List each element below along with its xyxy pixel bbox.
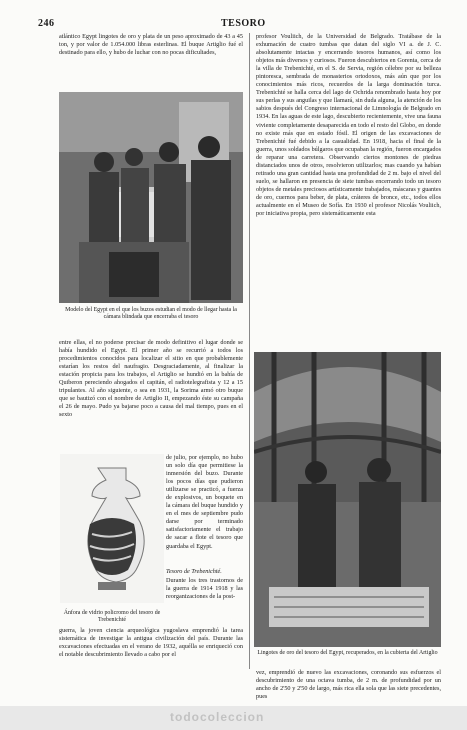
running-title: TESORO: [221, 18, 266, 29]
photo-glass-vase: [60, 454, 164, 603]
vase-caption: Ánfora de vidrio policromo del tesoro de Trebenichté: [63, 610, 161, 623]
photo-divers-model: [59, 92, 243, 303]
side-section-title: Tesoro de Trebenichté.: [166, 568, 222, 575]
col1-text-side: de julio, por ejemplo, no hubo un solo día que permitiese la inmersión del buzo. Durante los pocos días que pudieron utilizarse se practicó, a fuerza de explosivos, un boquete en la cámara del buque hundido y en el mes de septiembre pudo darse por terminado satisfactoriamente el trabajo de sacar a flote el tesoro que guardaba el Egypt.: [166, 454, 243, 550]
divers-photo-illustration: [59, 92, 243, 303]
column-rule: [249, 33, 250, 669]
col2-text-top: profesor Vouliich, de la Universidad de Belgrado. Tratábase de la exhumación de cuatro tumbas que datan del siglo VI a. de J. C. absolutamente intactas y encerrando tesoros humanos, así como los objetos más diversos y curiosos. Fueron descubiertos en Gorenta, cerca de la villa de Trebenichté, en el S. de Servia, región célebre por su belleza pintoresca, sembrada de monasterios ortodoxos, más aún que por los conocimientos más ricos, recuerdos de la larga dominación turca. Trebenichté se halla cerca del lago de Ochrida renombrado hasta hoy por sus perlas y sus anguilas y que llamará, sin duda alguna, la atención de los sabios después del Congreso internacional de Limnología de Belgrado en 1934. En las aguas de este lago, descubierto recientemente, vive una fauna viviente completamente desaparecida en todo el resto del Globo, en donde no existe más que en estado fósil. El origen de las excavaciones de Trebenichté fué debido a la casualidad. En 1918, hacia el final de la guerra, unos soldados búlgaros que ocupaban la región, fueron encargados de reparar una carretera. Observando ciertos montones de piedras distanciados unos de otros, resolvieron utilizarlos; mas cuando ya habían retirado una gran cantidad hasta una profundidad de 2 m. bajo el nivel del suelo, se hallaron en presencia de siete tumbas encerrando todo un tesoro objetos de metales preciosos artísticamente trabajados, máscaras y guantes de oro, cuernos para beber, de plata, cráteres de bronce, etc., todos ellos actualmente en el Museo de Sofía. En 1930 el profesor Nicolás Vouliich, por iniciativa propia, pero sistemáticamente esta: [256, 33, 441, 218]
watermark-text: todocoleccion: [170, 710, 265, 724]
col1-text-bottom: guerra, la joven ciencia arqueológica yugoslava emprendió la tarea sistemática de investigar la antigua civilización del país. Durante las excavaciones efectuadas en el verano de 1932, aquélla se enriqueció con el notable descubrimiento llevado a cabo por el: [59, 627, 243, 659]
col1-text-side2: Durante los tres trastornos de la guerra de 1914 1918 y las reorganizaciones de la post-: [166, 577, 243, 601]
col1-text-top: atlántico Egypt lingotes de oro y plata de un peso aproximado de 43 a 45 ton, y por valor de 1.054.000 libras esterlinas. El buque Artiglio fué el destinado para ello, y hubo de luchar con no pocas dificultades,: [59, 33, 243, 57]
page-number: 246: [38, 18, 55, 29]
ingots-photo-illustration: [254, 352, 441, 647]
col2-text-bottom: vez, emprendió de nuevo las excavaciones, coronando sus esfuerzos el descubrimiento de una octava tumba, de 2 m. de profundidad por un ancho de 2'50 y 2'50 de largo, más rica ella sola que las siete precedentes, pues: [256, 669, 441, 701]
col1-text-mid: entre ellas, el no poderse precisar de modo definitivo el lugar donde se había hundido el Egypt. El primer año se recurrió a todos los procedimientos conocidos para localizar el sitio en que probablemente estarían los restos del naufragio. Desgraciadamente, al finalizar la estación propicia para los trabajos, el Artiglio se hundió en la bahía de Quiberon pereciendo ahogados el capitán, el radiotelegrafista y 12 a 15 tripulantes. Al año siguiente, o sea en 1931, la Sorima armó otro buque que se bautizó con el nombre de Artiglio II, empezando éste su campaña el 26 de mayo. Pudo ya bajarse poco a causa del mal tiempo, pues en el sexto: [59, 339, 243, 419]
photo-gold-ingots: [254, 352, 441, 647]
vase-illustration: [60, 454, 164, 603]
photo1-caption: Modelo del Egypt en el que los buzos estudian el modo de llegar hasta la cámara blindada que encerraba el tesoro: [65, 307, 237, 320]
photo3-caption: Lingotes de oro del tesoro del Egypt, recuperados, en la cubierta del Artiglio: [257, 650, 438, 656]
watermark-bar: [0, 706, 467, 730]
